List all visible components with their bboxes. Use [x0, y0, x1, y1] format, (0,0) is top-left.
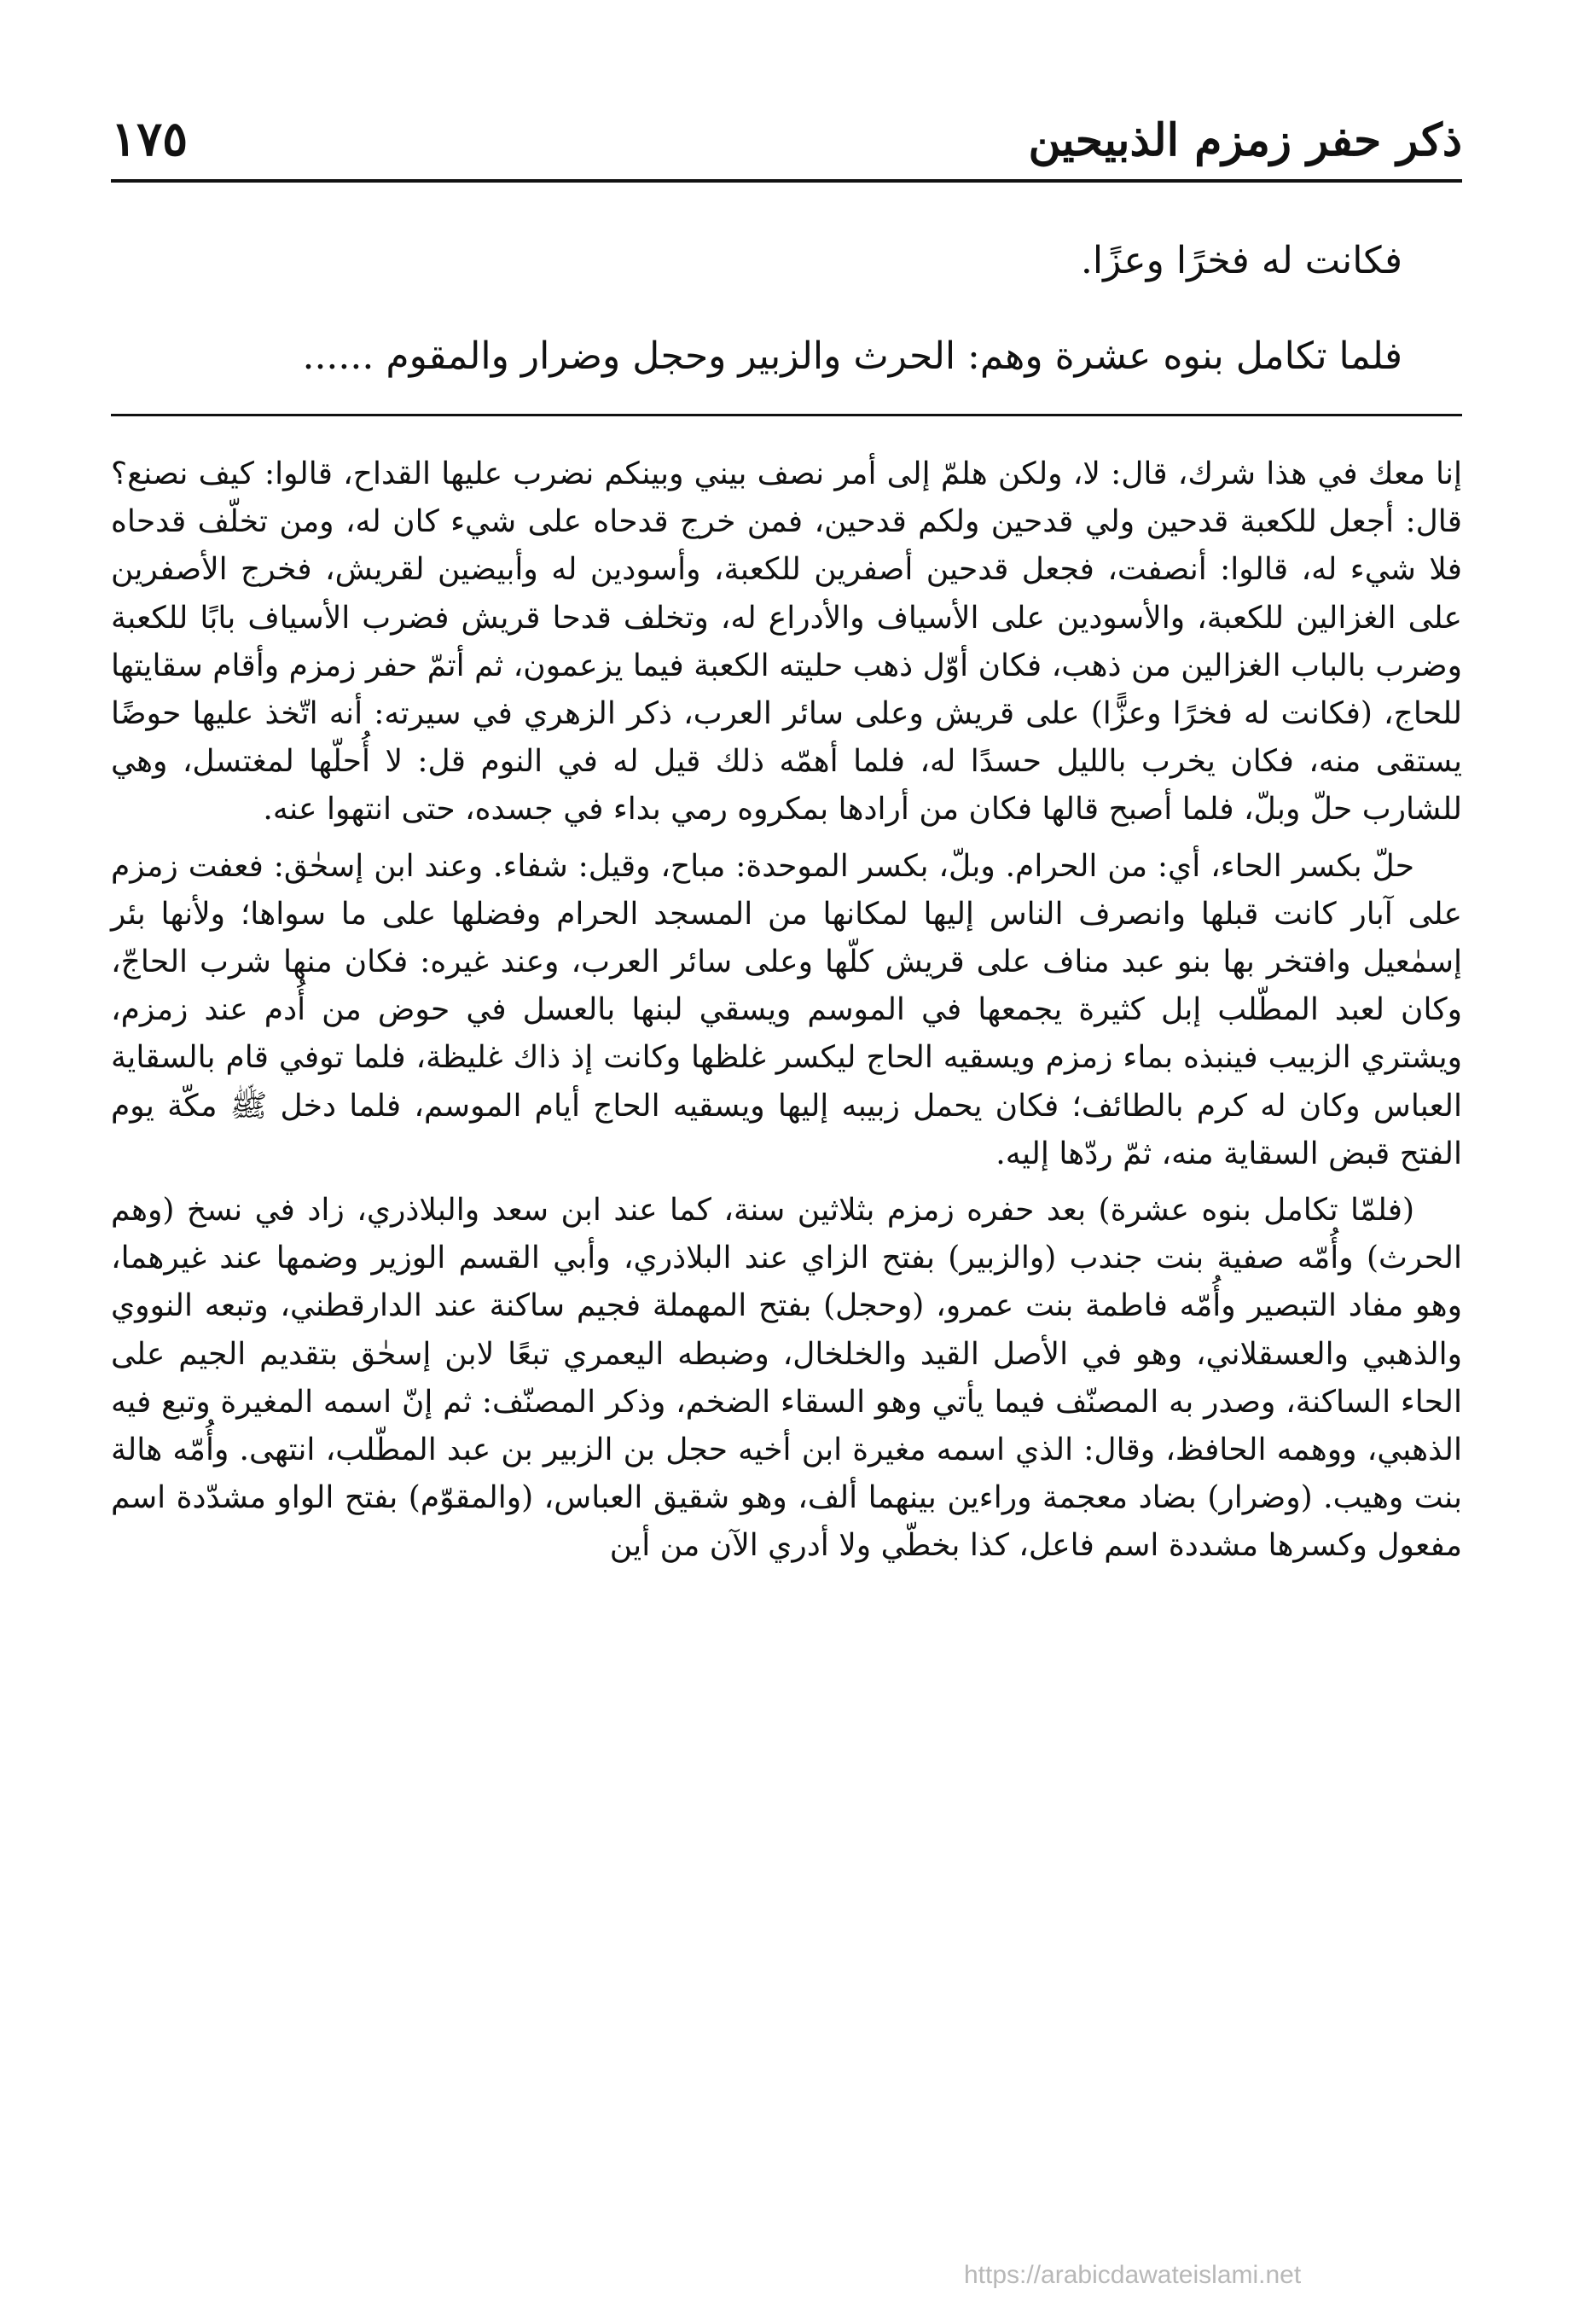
commentary-paragraph: إنا معك في هذا شرك، قال: لا، ولكن هلمّ إلى أمر نصف بيني وبينكم نضرب عليها القداح، قالوا: كيف نصنع؟ قال: أجعل للكعبة قدحين ولي قدحين ولكم قدحين، فمن خرج قدحاه على شيء كان له، ومن تخلّف قدحاه فلا شيء له، قالوا: أنصفت، فجعل قدحين أصفرين للكعبة، وأسودين له وأبيضين لقريش، فخرج الأصفرين على الغزالين للكعبة، والأسودين على الأسياف والأدراع له، وتخلف قدحا قريش فضرب الأسياف بابًا للكعبة وضرب بالباب الغزالين من ذهب، فكان أوّل ذهب حليته الكعبة فيما يزعمون، ثم أتمّ حفر زمزم وأقام سقايتها للحاج، (فكانت له فخرًا وعزًّا) على قريش وعلى سائر العرب، ذكر الزهري في سيرته: أنه اتّخذ عليها حوضًا يستقى منه، فكان يخرب بالليل حسدًا له، فلما أهمّه ذلك قيل له في النوم قل: لا أُحلّها لمغتسل، وهي للشارب حلّ وبلّ، فلما أصبح قالها فكان من أرادها بمكروه رمي بداء في جسده، حتى انتهوا عنه. — [111, 456, 1462, 828]
commentary-paragraph: (فلمّا تكامل بنوه عشرة) بعد حفره زمزم بثلاثين سنة، كما عند ابن سعد والبلاذري، زاد في نسخ (وهم الحرث) وأُمّه صفية بنت جندب (والزبير) بفتح الزاي عند البلاذري، وأبي القسم الوزير وضمها عند غيرهما، وهو مفاد التبصير وأُمّه فاطمة بنت عمرو، (وحجل) بفتح المهملة فجيم ساكنة عند الدارقطني، وتبعه النووي والذهبي والعسقلاني، وهو في الأصل القيد والخلخال، وضبطه اليعمري تبعًا لابن إسحٰق بتقديم الجيم على الحاء الساكنة، وصدر به المصنّف فيما يأتي وهو السقاء الضخم، وذكر المصنّف: ثم إنّ اسمه المغيرة وتبع فيه الذهبي، ووهمه الحافظ، وقال: الذي اسمه مغيرة ابن أخيه حجل بن الزبير بن عبد المطّلب، انتهى. وأُمّه هالة بنت وهيب. (وضرار) بضاد معجمة وراءين بينهما ألف، وهو شقيق العباس، (والمقوّم) بفتح الواو مشدّدة اسم مفعول وكسرها مشددة اسم فاعل، كذا بخطّي ولا أدري الآن من أين — [111, 1193, 1462, 1564]
matn-line: فكانت له فخرًا وعزًا. — [1080, 239, 1402, 282]
separator-rule — [111, 414, 1462, 416]
running-head: ذكر حفر زمزم الذبيحين — [1028, 114, 1462, 166]
commentary-paragraph: حلّ بكسر الحاء، أي: من الحرام. وبلّ، بكسر الموحدة: مباح، وقيل: شفاء. وعند ابن إسحٰق: فعفت زمزم على آبار كانت قبلها وانصرف الناس إليها لمكانها من المسجد الحرام وفضلها على ما سواها؛ ولأنها بئر إسمٰعيل وافتخر بها بنو عبد مناف على قريش كلّها وعلى سائر العرب، وعند غيره: فكان منها شرب الحاجّ، وكان لعبد المطّلب إبل كثيرة يجمعها في الموسم ويسقي لبنها بالعسل في حوض من أُدم عند زمزم، ويشتري الزبيب فينبذه بماء زمزم ويسقيه الحاج ليكسر غلظها وكانت إذ ذاك غليظة، فلما توفي قام بالسقاية العباس وكان له كرم بالطائف؛ فكان يحمل زبيبه إليها ويسقيه الحاج أيام الموسم، فلما دخل ﷺ مكّة يوم الفتح قبض السقاية منه، ثمّ ردّها إليه. — [111, 848, 1463, 1171]
matn-text — [111, 213, 1402, 404]
watermark-url: https://arabicdawateislami.net — [964, 2261, 1302, 2289]
page-number: ١٧٥ — [111, 111, 189, 167]
header-rule — [111, 179, 1462, 183]
page-header — [111, 102, 1462, 179]
matn-line: فلما تكامل بنوه عشرة وهم: الحرث والزبير وحجل وضرار والمقوم ...... — [302, 334, 1402, 378]
commentary-text — [111, 450, 1462, 1571]
